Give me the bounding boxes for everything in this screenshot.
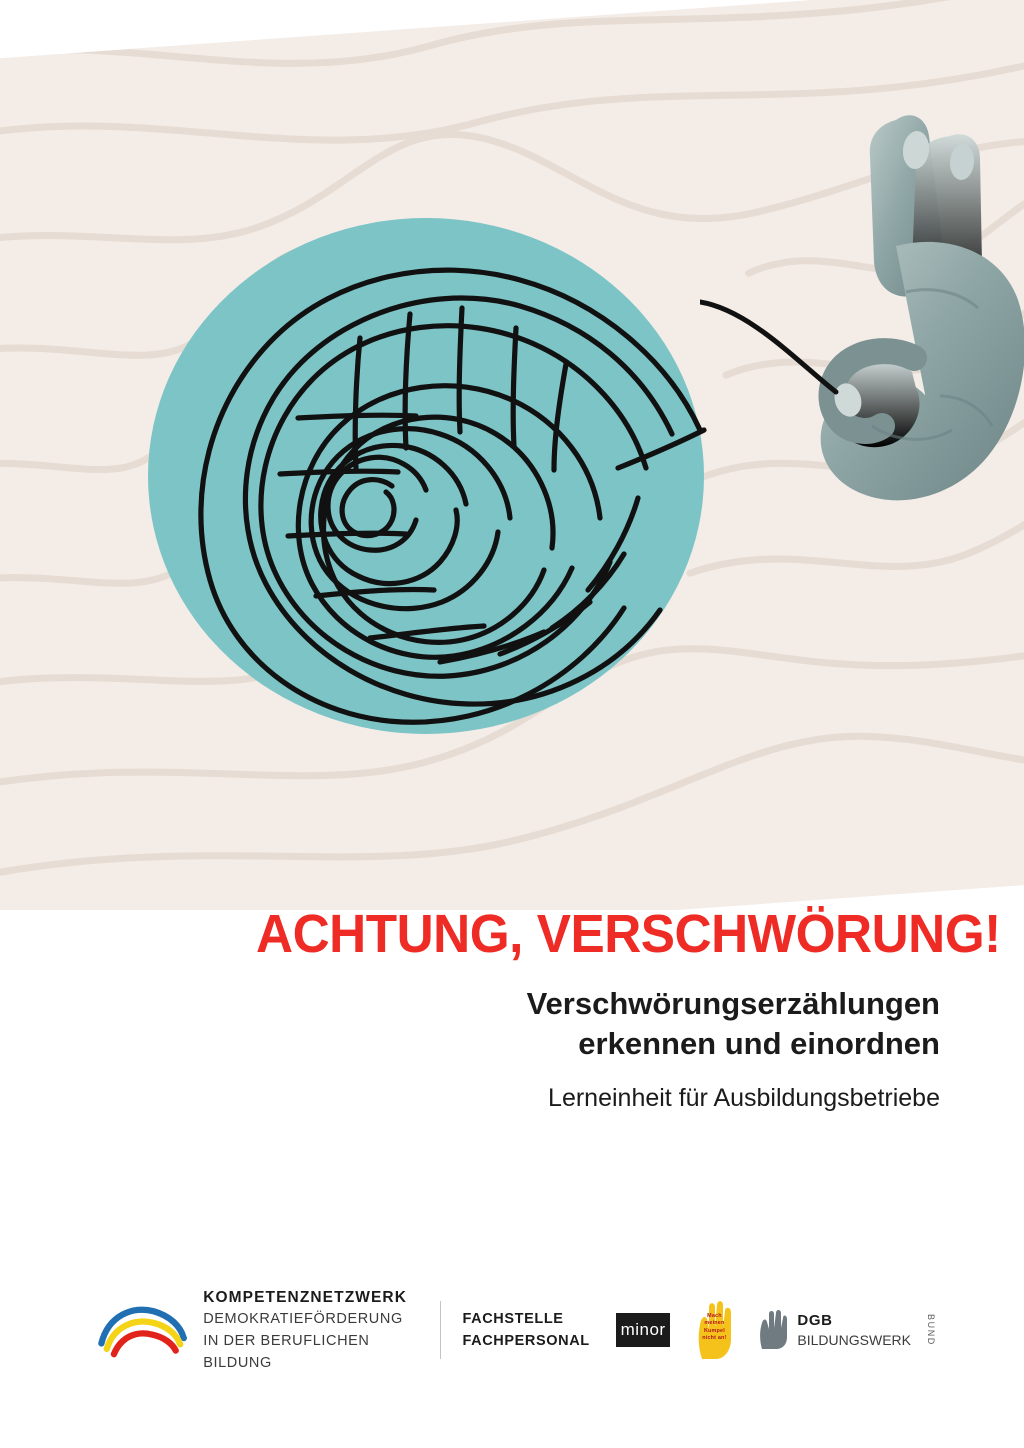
minor-wordmark-icon [616, 1313, 671, 1347]
knw-line-3: IN DER BERUFLICHEN BILDUNG [203, 1332, 370, 1371]
page-title: ACHTUNG, VERSCHWÖRUNG! [256, 904, 1001, 964]
logo-kompetenznetzwerk [96, 1286, 418, 1375]
dgb-line-1: DGB [797, 1312, 833, 1330]
footer-logo-bar [96, 1285, 936, 1375]
kompetenznetzwerk-text [203, 1286, 418, 1375]
page-subtitle-line-2: erkennen und einordnen [578, 1025, 940, 1061]
page-subtitle-line-1: Verschwörungserzählungen [526, 986, 940, 1022]
logo-fachstelle [463, 1308, 590, 1353]
dgb-bund-label: BUND [926, 1314, 936, 1346]
cover-title-block [220, 904, 1001, 1113]
hand-pulling-thread-icon [700, 96, 1024, 516]
fachstelle-line-1: FACHSTELLE [462, 1310, 564, 1327]
knw-line-1: KOMPETENZNETZWERK [203, 1288, 408, 1306]
dgb-hand-logo-icon [758, 1309, 788, 1351]
dgb-line-2: BILDUNGSWERK [797, 1331, 911, 1348]
maze-path [148, 218, 704, 734]
logo-dgb-bildungswerk [758, 1309, 936, 1351]
fachstelle-line-2: FACHPERSONAL [462, 1333, 590, 1349]
divider [440, 1301, 441, 1359]
minor-label: minor [620, 1320, 666, 1339]
dgb-text [797, 1311, 911, 1349]
maze-circle-icon [148, 218, 704, 734]
knw-line-2: DEMOKRATIEFÖRDERUNG [203, 1311, 403, 1327]
three-arcs-logo-icon [96, 1299, 189, 1361]
page-note: Lerneinheit für Ausbildungsbetriebe [548, 1083, 940, 1112]
yellow-hand-logo-icon [692, 1299, 738, 1361]
hand-logo-words: Mach meinen Kumpel nicht an! [702, 1313, 727, 1341]
page-subtitle [220, 984, 940, 1063]
